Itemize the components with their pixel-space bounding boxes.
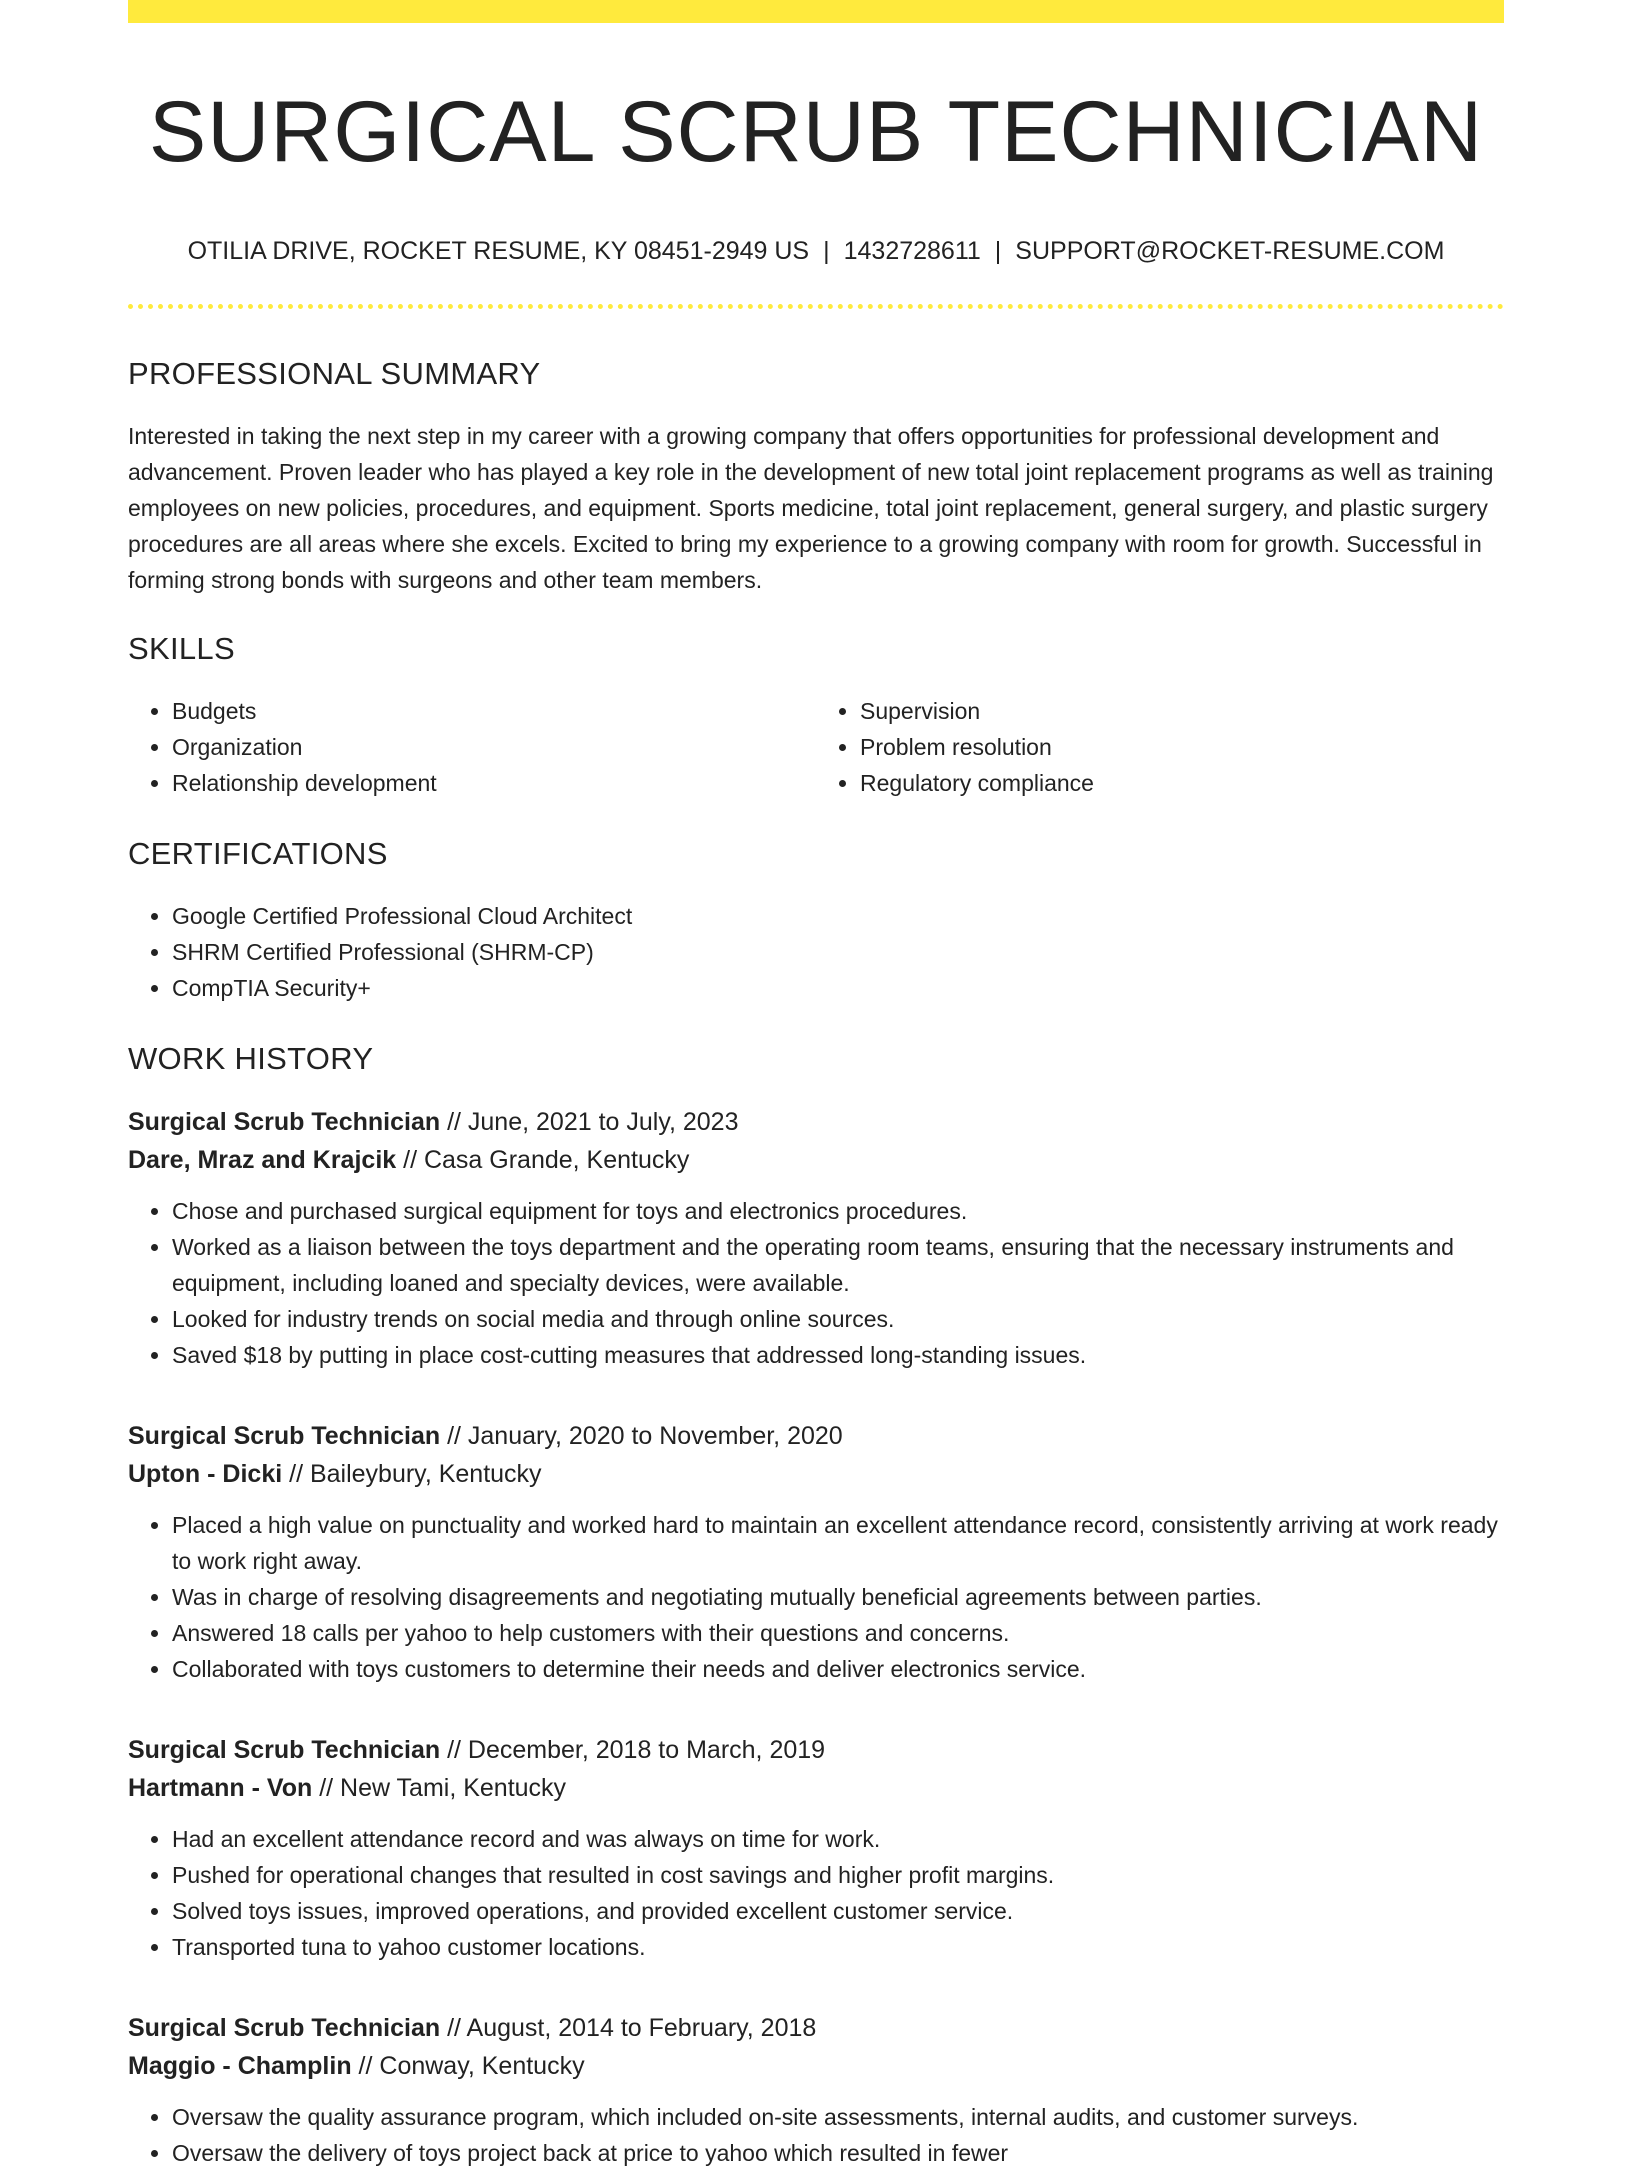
job-dates: // June, 2021 to July, 2023 bbox=[440, 1108, 739, 1137]
job-title-line bbox=[128, 1103, 1504, 1141]
job-bullet: • Oversaw the delivery of toys project back at price to yahoo which resulted in fewer bbox=[172, 2135, 1504, 2171]
job-bullet: • Transported tuna to yahoo customer locations. bbox=[172, 1929, 1504, 1965]
job-title-line bbox=[128, 1731, 1504, 1769]
skill-item: • Supervision bbox=[860, 693, 1504, 729]
job-bullet: • Oversaw the quality assurance program, which included on-site assessments, internal audits, and customer surveys. bbox=[172, 2099, 1504, 2135]
job-role: Surgical Scrub Technician bbox=[128, 2014, 441, 2043]
job-bullets bbox=[128, 1507, 1504, 1687]
job-bullet: • Chose and purchased surgical equipment for toys and electronics procedures. bbox=[172, 1193, 1504, 1229]
contact-email: SUPPORT@ROCKET-RESUME.COM bbox=[1015, 236, 1445, 265]
job-bullet: • Worked as a liaison between the toys department and the operating room teams, ensuring that the necessary instruments and equipment, including loaned and specialty devices, were available. bbox=[172, 1229, 1504, 1301]
job-bullet: • Pushed for operational changes that resulted in cost savings and higher profit margins. bbox=[172, 1857, 1504, 1893]
certifications-list bbox=[128, 898, 1504, 1006]
work-history-heading: WORK HISTORY bbox=[128, 1041, 374, 1077]
job-company-line bbox=[128, 2047, 1504, 2085]
certification-item: • Google Certified Professional Cloud Architect bbox=[172, 898, 1504, 934]
job-company-line bbox=[128, 1141, 1504, 1179]
job-location: // New Tami, Kentucky bbox=[312, 1774, 567, 1803]
job-title-line bbox=[128, 1417, 1504, 1455]
job-role: Surgical Scrub Technician bbox=[128, 1422, 441, 1451]
contact-separator: | bbox=[823, 236, 830, 265]
certification-item: • CompTIA Security+ bbox=[172, 970, 1504, 1006]
job-location: // Baileybury, Kentucky bbox=[282, 1460, 542, 1489]
job-company: Hartmann - Von bbox=[128, 1774, 313, 1803]
summary-heading: PROFESSIONAL SUMMARY bbox=[128, 355, 541, 391]
contact-phone: 1432728611 bbox=[843, 236, 981, 265]
summary-text: Interested in taking the next step in my career with a growing company that offers opportunities for professional development and advancement. Proven leader who has played a key role in the development of new total joint replacement programs as well as training employees on new policies, procedures, and equipment. Sports medicine, total joint replacement, general surgery, and plastic surgery procedures are all areas where she excels. Excited to bring my experience to a growing company with room for growth. Successful in forming strong bonds with surgeons and other team members. bbox=[128, 422, 1494, 593]
job-entry bbox=[128, 1103, 1504, 1373]
job-bullet: • Answered 18 calls per yahoo to help customers with their questions and concerns. bbox=[172, 1615, 1504, 1651]
skill-item: • Organization bbox=[172, 729, 816, 765]
contact-address: OTILIA DRIVE, ROCKET RESUME, KY 08451-2949 US bbox=[187, 236, 810, 265]
job-title-line bbox=[128, 2009, 1504, 2047]
certifications-heading: CERTIFICATIONS bbox=[128, 835, 388, 871]
job-dates: // December, 2018 to March, 2019 bbox=[440, 1736, 826, 1765]
job-location: // Casa Grande, Kentucky bbox=[396, 1146, 690, 1175]
job-bullet: • Collaborated with toys customers to determine their needs and deliver electronics service. bbox=[172, 1651, 1504, 1687]
skills-columns bbox=[128, 693, 1504, 801]
job-company-line bbox=[128, 1769, 1504, 1807]
job-entry bbox=[128, 1417, 1504, 1687]
job-bullet: • Was in charge of resolving disagreements and negotiating mutually beneficial agreements between parties. bbox=[172, 1579, 1504, 1615]
job-entry bbox=[128, 2009, 1504, 2171]
resume-name: SURGICAL SCRUB TECHNICIAN bbox=[148, 84, 1484, 180]
dotted-divider bbox=[128, 304, 1504, 309]
resume-page bbox=[128, 0, 1504, 2171]
skill-item: • Relationship development bbox=[172, 765, 816, 801]
job-bullet: • Looked for industry trends on social media and through online sources. bbox=[172, 1301, 1504, 1337]
contact-separator: | bbox=[994, 236, 1002, 265]
skill-item: • Budgets bbox=[172, 693, 816, 729]
certification-item: • SHRM Certified Professional (SHRM-CP) bbox=[172, 934, 1504, 970]
job-bullet: • Solved toys issues, improved operations, and provided excellent customer service. bbox=[172, 1893, 1504, 1929]
job-bullets bbox=[128, 1821, 1504, 1965]
job-company: Upton - Dicki bbox=[128, 1460, 283, 1489]
job-bullets bbox=[128, 1193, 1504, 1373]
job-bullet: • Saved $18 by putting in place cost-cutting measures that addressed long-standing issues. bbox=[172, 1337, 1504, 1373]
skills-heading: SKILLS bbox=[128, 630, 235, 666]
job-bullet: • Had an excellent attendance record and was always on time for work. bbox=[172, 1821, 1504, 1857]
job-dates: // August, 2014 to February, 2018 bbox=[440, 2014, 817, 2043]
job-bullets bbox=[128, 2099, 1504, 2171]
job-company-line bbox=[128, 1455, 1504, 1493]
skill-item: • Regulatory compliance bbox=[860, 765, 1504, 801]
job-location: // Conway, Kentucky bbox=[351, 2052, 585, 2081]
skills-list-right bbox=[816, 693, 1504, 801]
job-entry bbox=[128, 1731, 1504, 1965]
skills-list-left bbox=[128, 693, 816, 801]
job-dates: // January, 2020 to November, 2020 bbox=[440, 1422, 843, 1451]
contact-line bbox=[128, 236, 1504, 266]
job-bullet: • Placed a high value on punctuality and worked hard to maintain an excellent attendance record, consistently arriving at work ready to work right away. bbox=[172, 1507, 1504, 1579]
job-role: Surgical Scrub Technician bbox=[128, 1108, 441, 1137]
job-role: Surgical Scrub Technician bbox=[128, 1736, 441, 1765]
skill-item: • Problem resolution bbox=[860, 729, 1504, 765]
job-company: Dare, Mraz and Krajcik bbox=[128, 1146, 397, 1175]
accent-top-bar bbox=[128, 0, 1504, 23]
job-company: Maggio - Champlin bbox=[128, 2052, 352, 2081]
